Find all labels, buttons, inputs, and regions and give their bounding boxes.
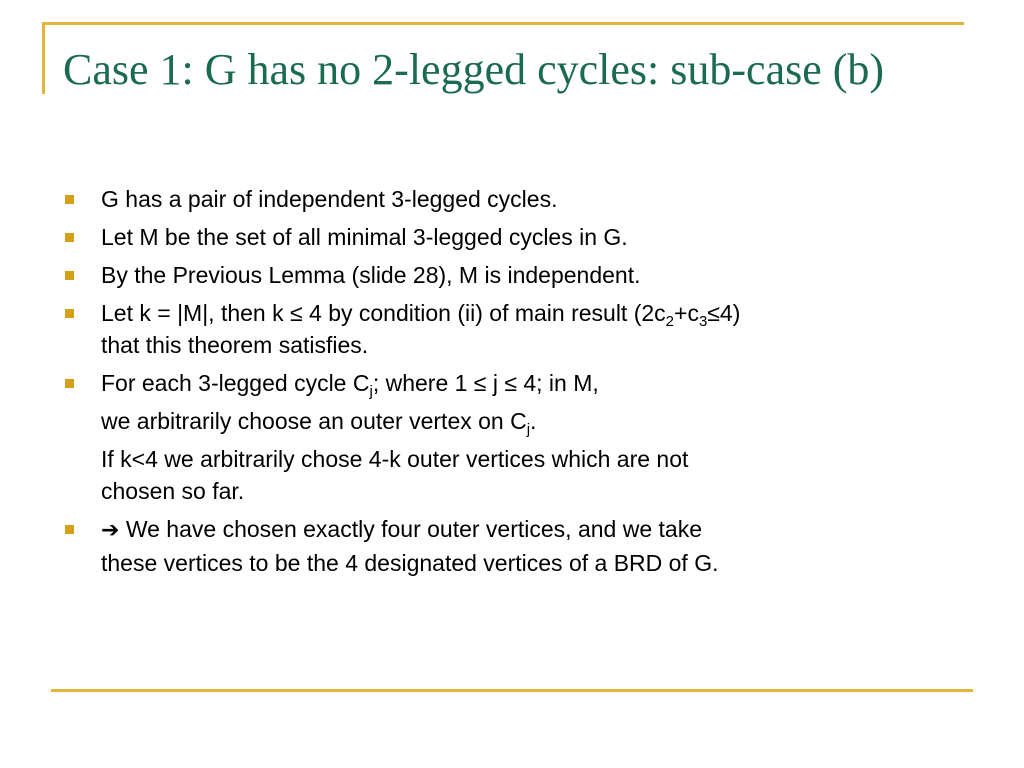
bullet-text: these vertices to be the 4 designated vertices of a BRD of G. — [101, 550, 719, 576]
bullet-square-icon — [65, 233, 74, 242]
bullet-text: If k<4 we arbitrarily chose 4-k outer vertices which are not — [101, 446, 689, 472]
bullet-text: Let M be the set of all minimal 3-legged cycles in G. — [101, 224, 628, 250]
right-arrow-icon: ➔ — [101, 518, 120, 543]
bullet-line — [101, 367, 963, 399]
bullet-text: G has a pair of independent 3-legged cycles. — [101, 186, 558, 212]
bullet-list — [63, 183, 963, 585]
bullet-line — [101, 475, 963, 507]
bullet-line — [101, 405, 963, 437]
bullet-line — [101, 547, 963, 579]
bullet-square-icon — [65, 525, 74, 534]
bullet-item — [63, 513, 963, 579]
bullet-item — [63, 259, 963, 291]
bullet-square-icon — [65, 195, 74, 204]
bullet-text: For each 3-legged cycle C — [101, 370, 370, 396]
bullet-line — [101, 513, 963, 547]
top-rule — [42, 22, 964, 25]
bullet-line — [101, 443, 963, 475]
bullet-item — [63, 183, 963, 215]
left-rule — [42, 22, 45, 94]
bullet-text: we arbitrarily choose an outer vertex on C — [101, 408, 527, 434]
bullet-item — [63, 297, 963, 361]
bullet-item — [63, 221, 963, 253]
bullet-text: that this theorem satisfies. — [101, 332, 369, 358]
slide-title: Case 1: G has no 2-legged cycles: sub-case (b) — [63, 45, 885, 94]
bullet-text: By the Previous Lemma (slide 28), M is independent. — [101, 262, 641, 288]
bullet-line — [101, 297, 963, 329]
bullet-text: ; where 1 ≤ j ≤ 4; in M, — [372, 370, 599, 396]
subscript: j — [526, 421, 531, 438]
bullet-text: chosen so far. — [101, 478, 245, 504]
bullet-text: Let k = |M|, then k ≤ 4 by condition (ii) of main result (2c — [101, 300, 666, 326]
subscript: j — [369, 383, 373, 400]
bullet-square-icon — [65, 309, 74, 318]
bullet-square-icon — [65, 379, 74, 388]
bullet-text: ≤4) — [707, 300, 741, 326]
bullet-text: +c — [674, 300, 699, 326]
subscript: 2 — [665, 313, 675, 330]
bullet-text: We have chosen exactly four outer vertices, and we take — [125, 516, 702, 542]
bullet-line — [101, 329, 963, 361]
bullet-item — [63, 367, 963, 507]
subscript: 3 — [698, 313, 708, 330]
bullet-text: . — [530, 408, 537, 434]
bullet-square-icon — [65, 271, 74, 280]
bottom-rule — [51, 689, 973, 692]
